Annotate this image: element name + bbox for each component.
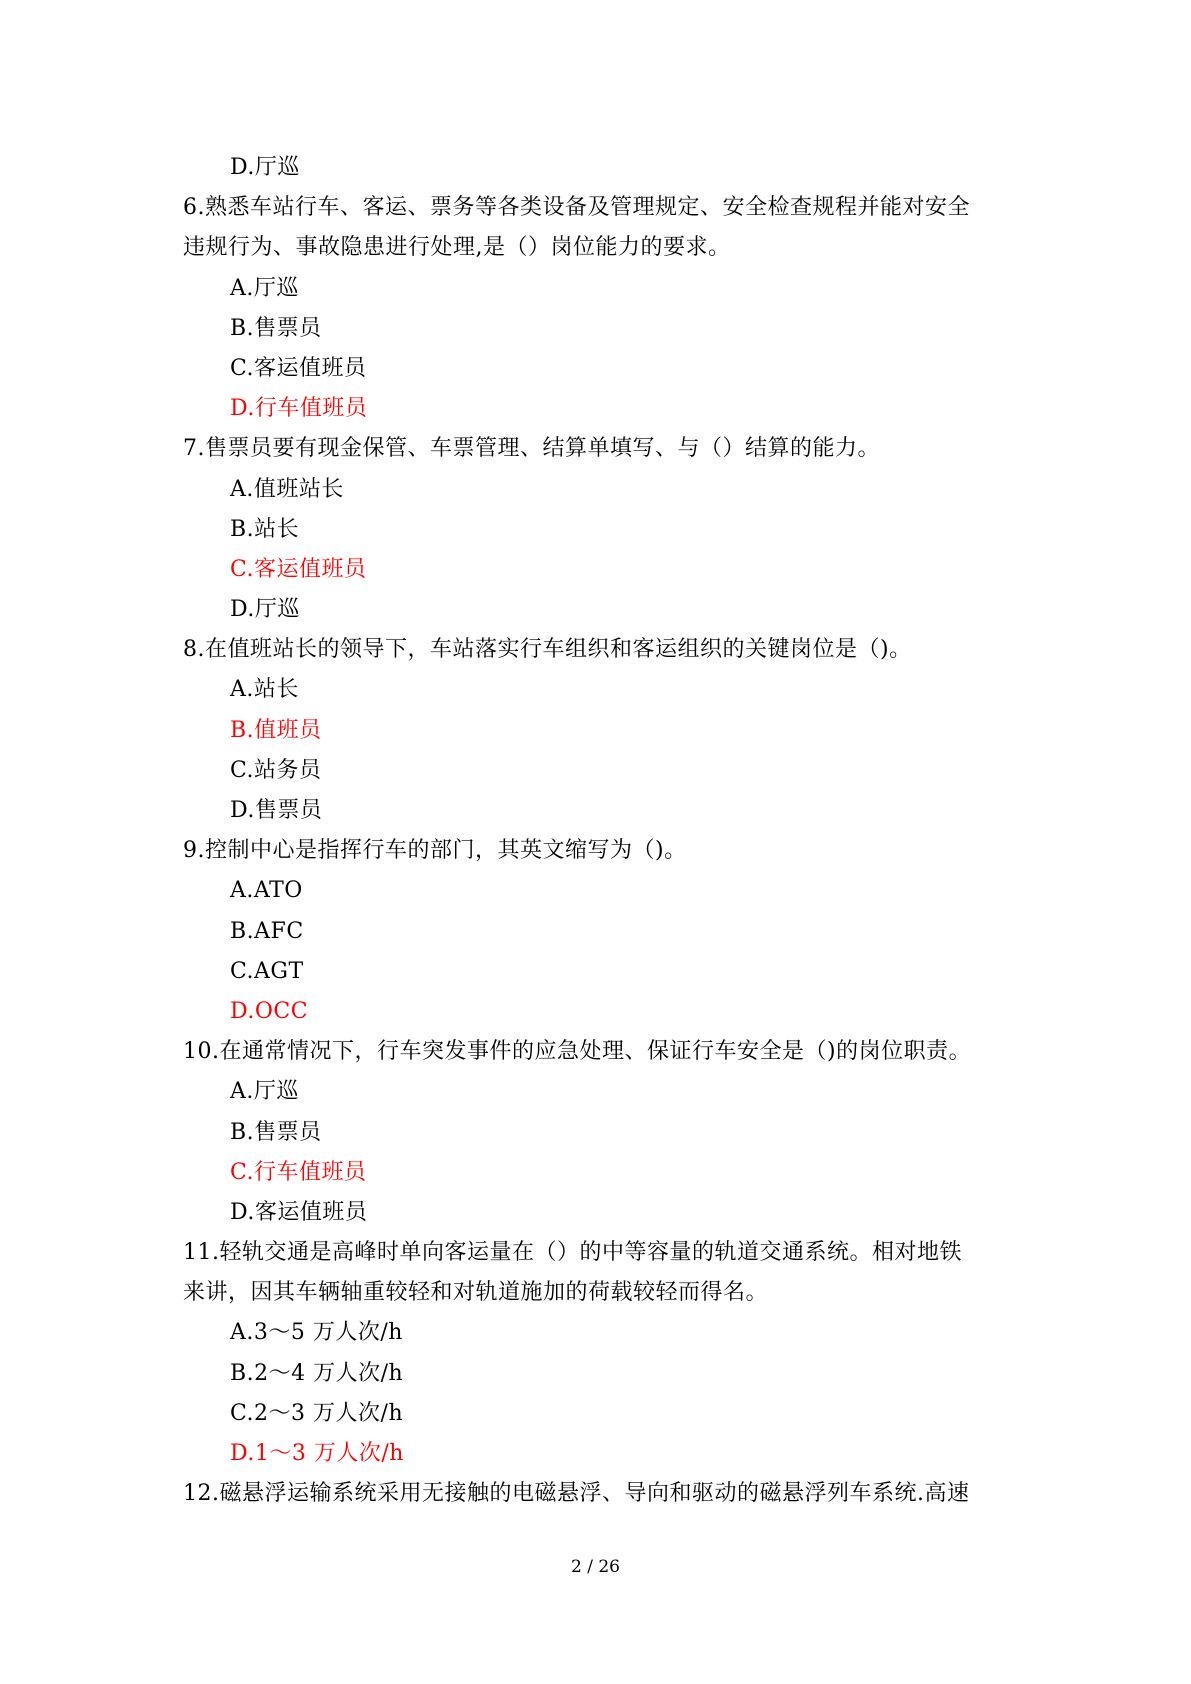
answer-option: B.AFC: [230, 918, 304, 944]
answer-option-correct: D.行车值班员: [230, 396, 368, 422]
answer-option: B.售票员: [230, 1119, 322, 1145]
question-text: 9.控制中心是指挥行车的部门，其英文缩写为（)。: [183, 838, 687, 864]
answer-option-correct: C.客运值班员: [230, 556, 367, 582]
question-text: 8.在值班站长的领导下，车站落实行车组织和客运组织的关键岗位是（)。: [183, 637, 912, 663]
answer-option: C.客运值班员: [230, 355, 367, 381]
answer-option-correct: D.OCC: [230, 998, 309, 1024]
answer-option: A.厅巡: [230, 1079, 299, 1105]
answer-option: D.售票员: [230, 798, 323, 823]
answer-option: A.值班站长: [230, 476, 344, 502]
answer-option: A.ATO: [230, 878, 303, 904]
answer-option: B.售票员: [230, 315, 322, 341]
question-text: 违规行为、事故隐患进行处理,是（）岗位能力的要求。: [183, 235, 731, 261]
answer-option: B.站长: [230, 516, 300, 542]
question-text: 来讲，因其车辆轴重较轻和对轨道施加的荷载较轻而得名。: [183, 1280, 769, 1306]
answer-option: C.AGT: [230, 958, 304, 984]
question-text: 7.售票员要有现金保管、车票管理、结算单填写、与（）结算的能力。: [183, 436, 880, 462]
answer-option: C.2～3 万人次/h: [230, 1400, 404, 1426]
answer-option: A.厅巡: [230, 275, 299, 301]
answer-option: B.2～4 万人次/h: [230, 1360, 404, 1386]
question-text: 6.熟悉车站行车、客运、票务等各类设备及管理规定、安全检查规程并能对安全: [183, 195, 970, 221]
page-number: 2 / 26: [571, 1557, 620, 1577]
answer-option-correct: B.值班员: [230, 717, 322, 743]
answer-option: D.厅巡: [230, 155, 300, 180]
question-text: 12.磁悬浮运输系统采用无接触的电磁悬浮、导向和驱动的磁悬浮列车系统.高速: [183, 1481, 970, 1507]
question-text: 10.在通常情况下，行车突发事件的应急处理、保证行车安全是（)的岗位职责。: [183, 1039, 972, 1065]
answer-option-correct: D.1～3 万人次/h: [230, 1441, 404, 1466]
answer-option: D.客运值班员: [230, 1199, 368, 1225]
document-body: [183, 148, 1023, 1514]
answer-option: A.站长: [230, 677, 299, 703]
answer-option: A.3～5 万人次/h: [230, 1320, 403, 1346]
answer-option: D.厅巡: [230, 597, 300, 623]
question-text: 11.轻轨交通是高峰时单向客运量在（）的中等容量的轨道交通系统。相对地铁: [183, 1240, 962, 1266]
answer-option: C.站务员: [230, 757, 322, 783]
answer-option-correct: C.行车值班员: [230, 1159, 367, 1185]
